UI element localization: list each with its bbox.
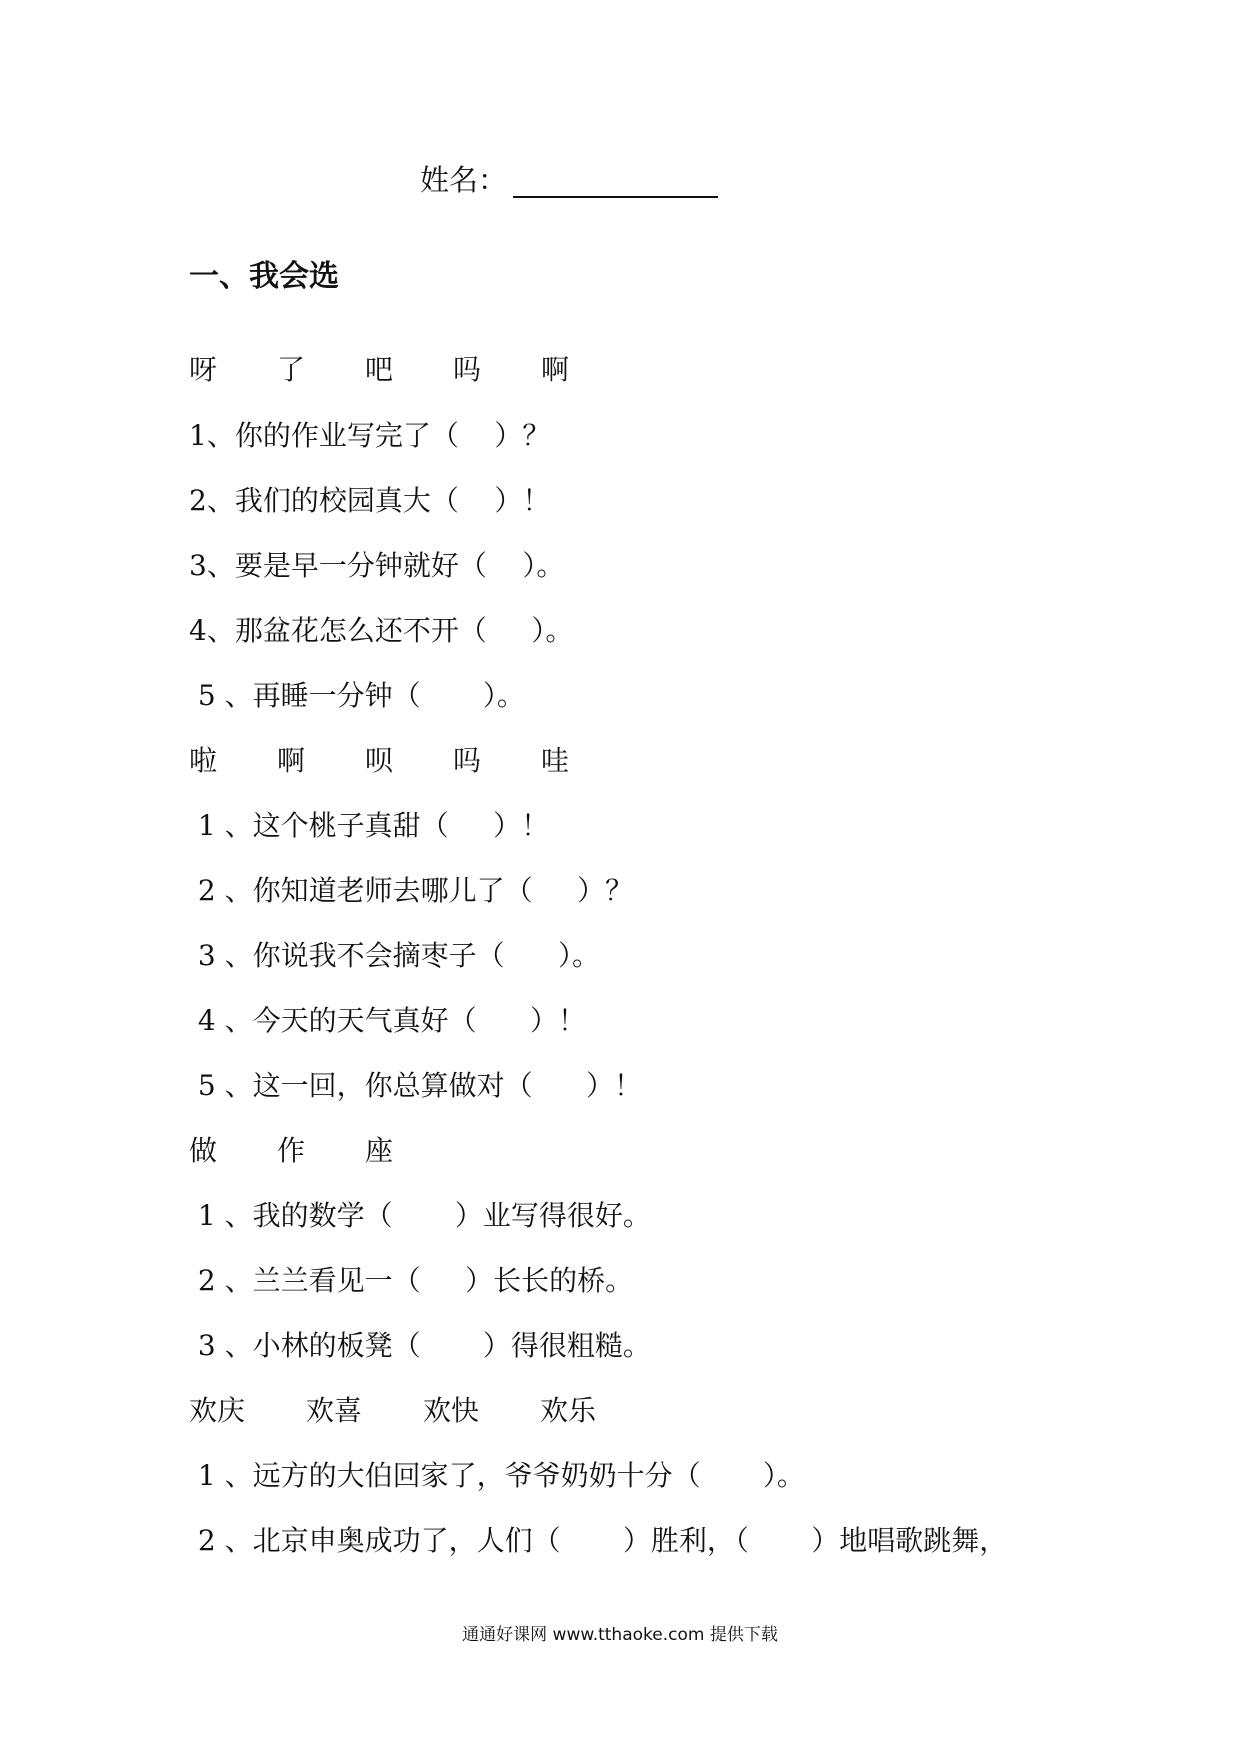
name-blank-line [513, 162, 718, 198]
question-line: 1、你的作业写完了（ ）？ [189, 419, 551, 452]
question-line: 3、要是早一分钟就好（ ）。 [189, 549, 565, 582]
question-line: 4 、今天的天气真好（ ）！ [189, 1004, 587, 1037]
option-word: 啦 [189, 744, 218, 777]
option-word: 呀 [189, 353, 218, 386]
question-line: 4、那盆花怎么还不开（ ）。 [189, 614, 574, 647]
option-word: 呗 [365, 744, 394, 777]
option-word: 啊 [541, 353, 570, 386]
option-word: 做 [189, 1134, 218, 1167]
option-word: 欢快 [423, 1394, 480, 1427]
name-field-row [420, 162, 718, 198]
option-word: 哇 [541, 744, 570, 777]
question-line: 2 、你知道老师去哪儿了（ ）？ [189, 874, 634, 907]
question-line: 3 、你说我不会摘枣子（ ）。 [189, 939, 601, 972]
question-line: 2 、北京申奥成功了，人们（ ）胜利，（ ）地唱歌跳舞， [189, 1524, 1008, 1557]
question-line: 5 、再睡一分钟（ ）。 [189, 679, 525, 712]
option-word: 吗 [453, 353, 482, 386]
option-word: 座 [365, 1134, 394, 1167]
question-line: 2 、兰兰看见一（ ）长长的桥。 [189, 1264, 634, 1297]
footer-credit: 通通好课网 www.tthaoke.com 提供下载 [462, 1625, 778, 1645]
option-word: 啊 [277, 744, 306, 777]
option-word: 了 [277, 353, 306, 386]
option-row-1 [189, 352, 629, 388]
question-line: 5 、这一回，你总算做对（ ）！ [189, 1069, 643, 1102]
option-row-4 [189, 1393, 657, 1429]
option-word: 欢庆 [189, 1394, 246, 1427]
question-line: 1 、远方的大伯回家了，爷爷奶奶十分（ ）。 [189, 1459, 805, 1492]
option-word: 吧 [365, 353, 394, 386]
section-title: 一、我会选 [189, 259, 339, 294]
option-row-2 [189, 743, 629, 779]
question-line: 1 、我的数学（ ）业写得很好。 [189, 1199, 651, 1232]
option-word: 吗 [453, 744, 482, 777]
question-line: 2、我们的校园真大（ ）！ [189, 484, 551, 517]
question-line: 1 、这个桃子真甜（ ）！ [189, 809, 550, 842]
option-word: 作 [277, 1134, 306, 1167]
name-label: 姓名： [420, 163, 508, 197]
option-word: 欢喜 [306, 1394, 363, 1427]
option-word: 欢乐 [540, 1394, 597, 1427]
option-row-3 [189, 1133, 453, 1169]
question-line: 3 、小林的板凳（ ）得很粗糙。 [189, 1329, 651, 1362]
